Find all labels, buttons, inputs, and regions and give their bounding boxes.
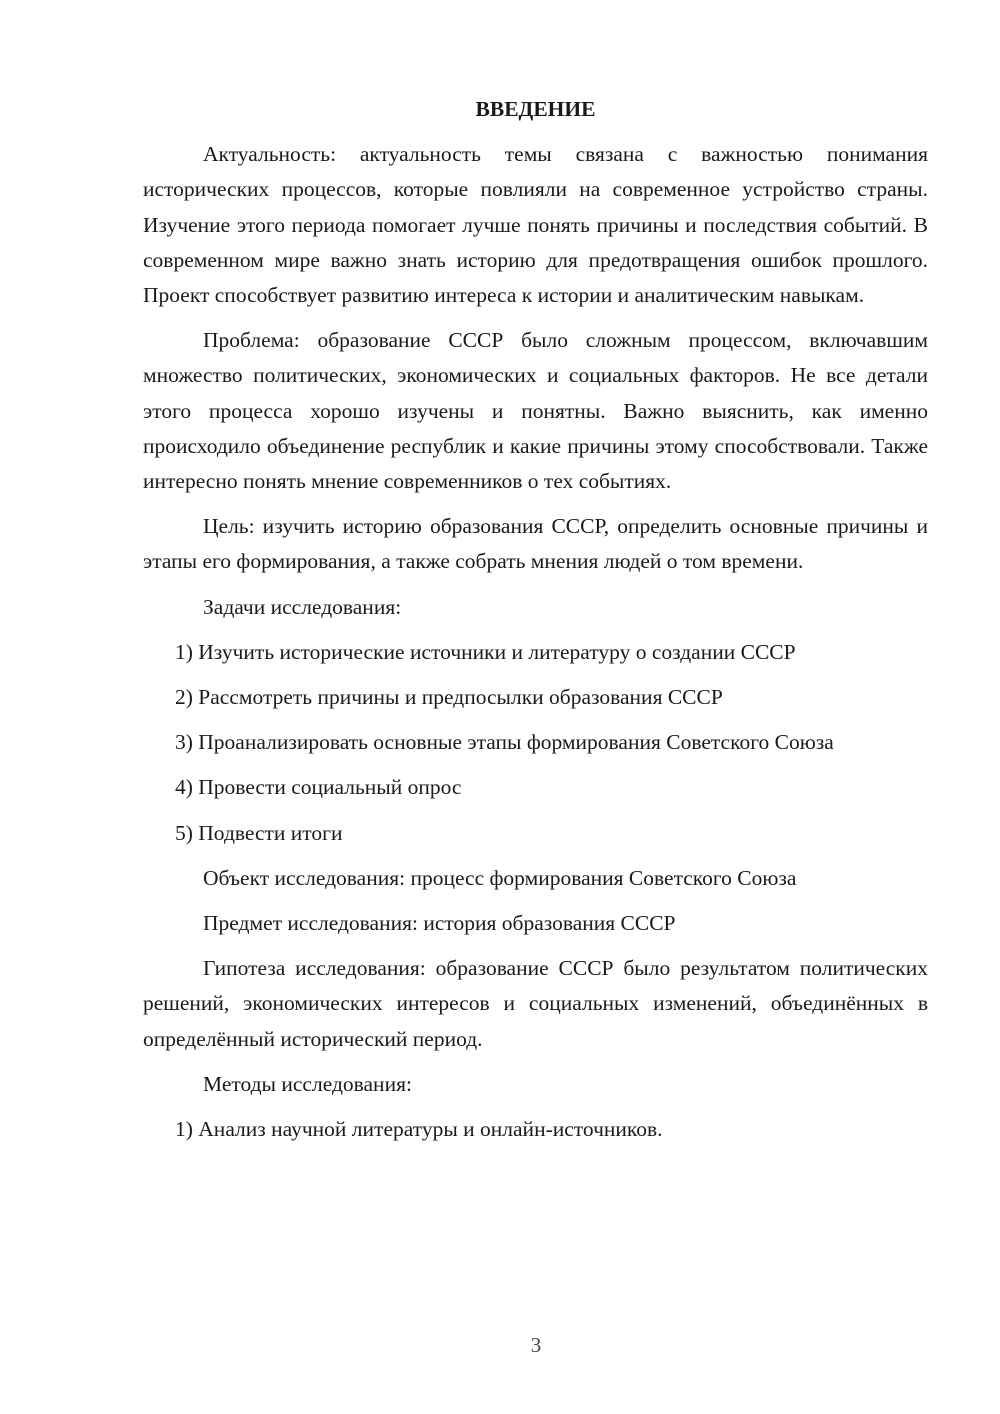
document-page bbox=[143, 92, 928, 1157]
relevance-paragraph: Актуальность: актуальность темы связана с важностью понимания исторических процессов, которые повлияли на современное устройство страны. Изучение этого периода помогает лучше понять причины и последствия событий. В современном мире важно знать историю для предотвращения ошибок прошлого. Проект способствует развитию интереса к истории и аналитическим навыкам. bbox=[143, 142, 928, 308]
tasks-heading: Задачи исследования: bbox=[203, 594, 402, 619]
hypothesis-paragraph: Гипотеза исследования: образование СССР было результатом политических решений, экономических интересов и социальных изменений, объединённых в определённый исторический период. bbox=[143, 956, 928, 1051]
problem-paragraph: Проблема: образование СССР было сложным процессом, включавшим множество политических, экономических и социальных факторов. Не все детали этого процесса хорошо изучены и понятны. Важно выяснить, как именно происходило объединение республик и какие причины этому способствовали. Также интересно понять мнение современников о тех событиях. bbox=[143, 328, 928, 494]
object-paragraph: Объект исследования: процесс формирования Советского Союза bbox=[203, 865, 797, 890]
subject-paragraph: Предмет исследования: история образования СССР bbox=[203, 911, 676, 936]
page-number: 3 bbox=[530, 1333, 542, 1357]
task-item-2: 2) Рассмотреть причины и предпосылки образования СССР bbox=[175, 685, 723, 710]
task-item-3: 3) Проанализировать основные этапы формирования Советского Союза bbox=[175, 730, 834, 755]
methods-heading: Методы исследования: bbox=[203, 1071, 412, 1096]
goal-paragraph: Цель: изучить историю образования СССР, определить основные причины и этапы его формирования, а также собрать мнения людей о том времени. bbox=[143, 514, 928, 574]
task-item-4: 4) Провести социальный опрос bbox=[175, 775, 462, 800]
task-item-5: 5) Подвести итоги bbox=[175, 820, 343, 845]
task-item-1: 1) Изучить исторические источники и литературу о создании СССР bbox=[175, 639, 796, 664]
section-title: ВВЕДЕНИЕ bbox=[475, 97, 596, 121]
method-item-1: 1) Анализ научной литературы и онлайн-источников. bbox=[175, 1117, 663, 1142]
